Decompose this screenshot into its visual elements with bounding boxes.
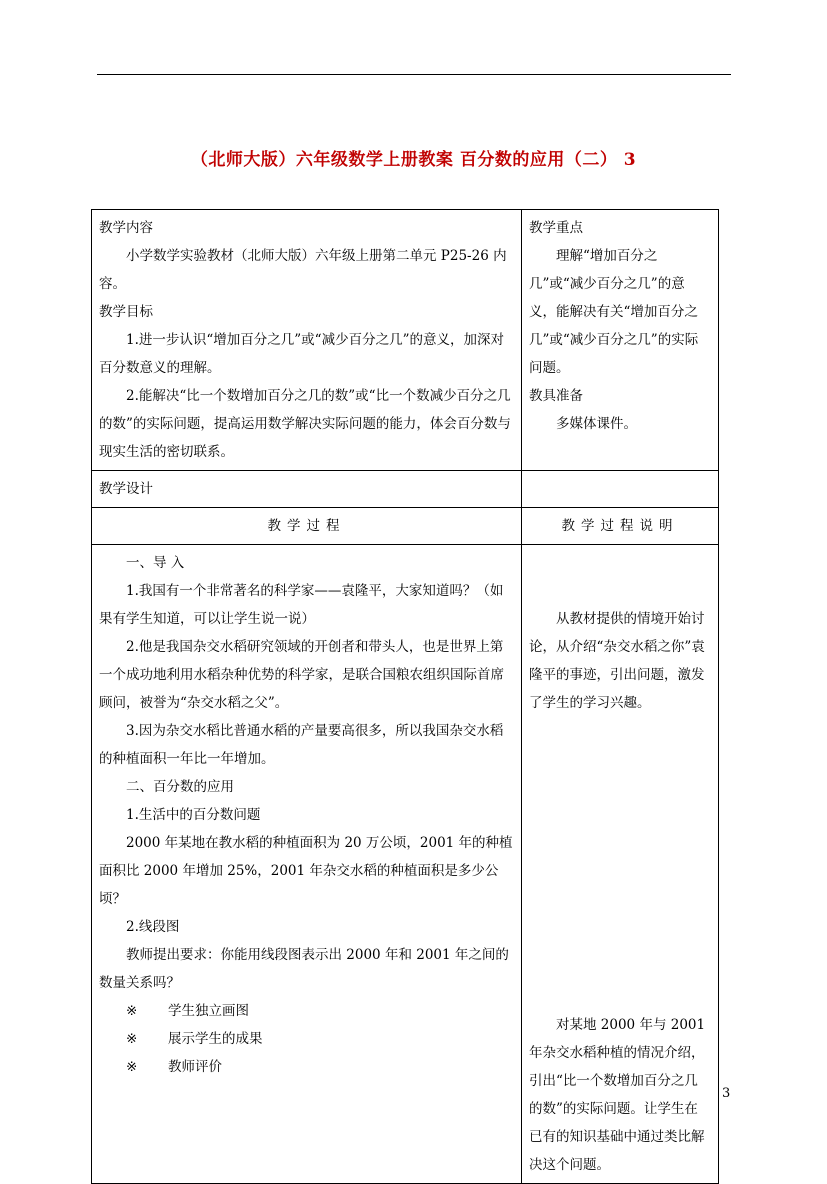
key-text: 理解“增加百分之几”或“减少百分之几”的意义，能解决有关“增加百分之几”或“减少百分之几”的实际问题。: [529, 248, 699, 376]
step-item: [99, 1053, 514, 1081]
goal-1: 1.进一步认识“增加百分之几”或“减少百分之几”的意义，加深对百分数意义的理解。: [99, 332, 504, 376]
step-item: [99, 997, 514, 1025]
prep-text: 多媒体课件。: [556, 416, 637, 432]
reference-mark: ※: [126, 1059, 138, 1075]
design-empty-cell: [522, 471, 719, 508]
design-label: 教学设计: [99, 481, 153, 497]
content-heading: 教学内容: [99, 220, 153, 236]
intro-2: 2.他是我国杂交水稻研究领域的开创者和带头人，也是世界上第一个成功地利用水稻杂种优势的科学家，是联合国粮农组织国际首席顾问，被誉为“杂交水稻之父”。: [99, 639, 504, 711]
header-rule: [97, 74, 731, 75]
reference-mark: ※: [126, 1003, 138, 1019]
note-1: 从教材提供的情境开始讨论，从介绍“杂交水稻之你”袁隆平的事迹，引出问题，激发了学生的学习兴趣。: [529, 611, 705, 711]
intro-heading: 一、导 入: [126, 555, 185, 571]
application-heading: 二、百分数的应用: [126, 779, 234, 795]
notes-cell: [522, 545, 719, 1184]
process-header: 教学过程: [267, 518, 346, 534]
step-item: [99, 1025, 514, 1053]
page-number: 3: [722, 1086, 731, 1101]
application-1-text: 2000 年某地在教水稻的种植面积为 20 万公顷，2001 年的种植面积比 2000 年增加 25%，2001 年杂交水稻的种植面积是多少公顷？: [99, 835, 513, 907]
notes-header-cell: [522, 508, 719, 545]
step-text: 展示学生的成果: [168, 1031, 263, 1047]
intro-3: 3.因为杂交水稻比普通水稻的产量要高很多，所以我国杂交水稻的种植面积一年比一年增加。: [99, 723, 504, 767]
content-goals-cell: [92, 210, 522, 471]
step-text: 学生独立画图: [168, 1003, 249, 1019]
notes-header: 教学过程说明: [561, 518, 679, 534]
reference-mark: ※: [126, 1031, 138, 1047]
page-title: （北师大版）六年级数学上册教案 百分数的应用（二） 3: [190, 150, 637, 170]
step-text: 教师评价: [168, 1059, 222, 1075]
application-1-heading: 1.生活中的百分数问题: [126, 807, 261, 823]
design-label-cell: [92, 471, 522, 508]
process-cell: [92, 545, 522, 1184]
content-text: 小学数学实验教材（北师大版）六年级上册第二单元 P25-26 内容。: [99, 248, 507, 292]
process-header-cell: [92, 508, 522, 545]
note-2: 对某地 2000 年与 2001 年杂交水稻种植的情况介绍，引出“比一个数增加百分之几的数”的实际问题。让学生在已有的知识基础中通过类比解决这个问题。: [529, 1017, 706, 1173]
key-prep-cell: [522, 210, 719, 471]
key-heading: 教学重点: [529, 220, 583, 236]
lesson-plan-table: [91, 209, 719, 1184]
goals-heading: 教学目标: [99, 304, 153, 320]
application-2-text: 教师提出要求：你能用线段图表示出 2000 年和 2001 年之间的数量关系吗？: [99, 947, 509, 991]
prep-heading: 教具准备: [529, 388, 583, 404]
goal-2: 2.能解决“比一个数增加百分之几的数”或“比一个数减少百分之几的数”的实际问题，提高运用数学解决实际问题的能力，体会百分数与现实生活的密切联系。: [99, 388, 511, 460]
application-2-heading: 2.线段图: [126, 919, 180, 935]
intro-1: 1.我国有一个非常著名的科学家——袁隆平，大家知道吗？（如果有学生知道，可以让学生说一说）: [99, 583, 504, 627]
